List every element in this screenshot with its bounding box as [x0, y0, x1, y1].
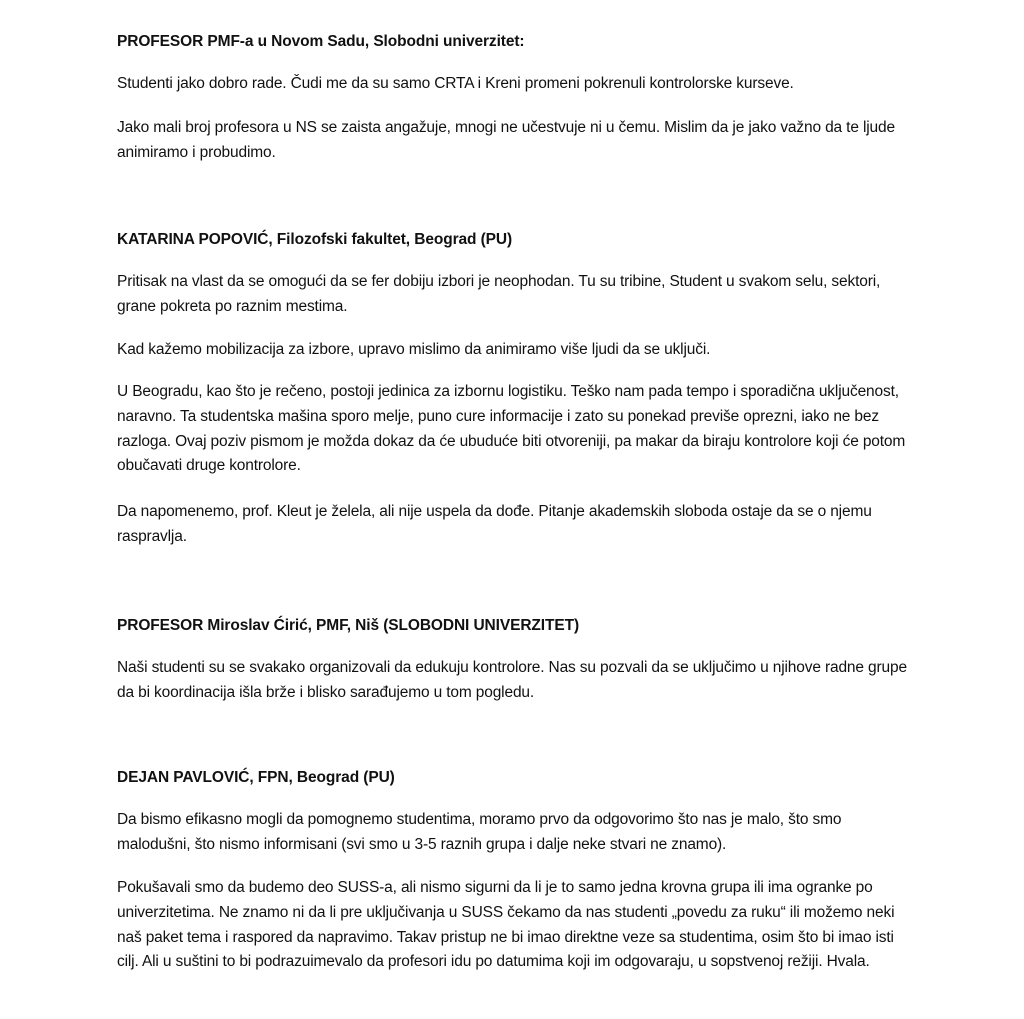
- paragraph: Pritisak na vlast da se omogući da se fer dobiju izbori je neophodan. Tu su tribine, Student u svakom selu, sektori, grane pokreta po raznim mestima.: [117, 273, 881, 315]
- section-miroslav-ciric: [117, 614, 917, 701]
- section-heading: PROFESOR Miroslav Ćirić, PMF, Niš (SLOBODNI UNIVERZITET): [117, 617, 580, 634]
- paragraph: Studenti jako dobro rade. Čudi me da su samo CRTA i Kreni promeni pokrenuli kontrolorske kurseve.: [117, 75, 794, 92]
- section-pmf-novi-sad: [117, 30, 917, 161]
- section-heading: KATARINA POPOVIĆ, Filozofski fakultet, Beograd (PU): [117, 231, 513, 248]
- section-katarina-popovic: [117, 228, 917, 545]
- paragraph: Jako mali broj profesora u NS se zaista angažuje, mnogi ne učestvuje ni u čemu. Mislim da je jako važno da te ljude animiramo i probudimo.: [117, 119, 895, 161]
- section-dejan-pavlovic: [117, 766, 917, 971]
- section-heading: PROFESOR PMF-a u Novom Sadu, Slobodni univerzitet:: [117, 33, 525, 50]
- paragraph: U Beogradu, kao što je rečeno, postoji jedinica za izbornu logistiku. Teško nam pada tempo i sporadična uključenost, naravno. Ta studentska mašina sporo melje, puno cure informacije i zato su ponekad previše oprezni, iako ne bez razloga. Ovaj poziv pismom je možda dokaz da će ubuduće biti otvoreniji, pa makar da biraju kontrolore koji će potom obučavati druge kontrolore.: [117, 383, 906, 475]
- paragraph: Pokušavali smo da budemo deo SUSS-a, ali nismo sigurni da li je to samo jedna krovna grupa ili ima ogranke po univerzitetima. Ne znamo ni da li pre uključivanja u SUSS čekamo da nas studenti „povedu za ruku“ ili možemo neki naš paket tema i raspored da napravimo. Takav pristup ne bi imao direktne veze sa studentima, osim što bi imao isti cilj. Ali u suštini to bi podrazuimevalo da profesori idu po datumima koji im odgovaraju, u sopstvenoj režiji. Hvala.: [117, 879, 895, 971]
- paragraph: Naši studenti su se svakako organizovali da edukuju kontrolore. Nas su pozvali da se uključimo u njihove radne grupe da bi koordinacija išla brže i blisko sarađujemo u tom pogledu.: [117, 659, 907, 701]
- paragraph: Kad kažemo mobilizacija za izbore, upravo mislimo da animiramo više ljudi da se uključi.: [117, 341, 711, 358]
- section-heading: DEJAN PAVLOVIĆ, FPN, Beograd (PU): [117, 769, 395, 786]
- paragraph: Da bismo efikasno mogli da pomognemo studentima, moramo prvo da odgovorimo što nas je malo, što smo malodušni, što nismo informisani (svi smo u 3-5 raznih grupa i dalje neke stvari ne znamo).: [117, 811, 842, 853]
- paragraph: Da napomenemo, prof. Kleut je želela, ali nije uspela da dođe. Pitanje akademskih sloboda ostaje da se o njemu raspravlja.: [117, 503, 872, 545]
